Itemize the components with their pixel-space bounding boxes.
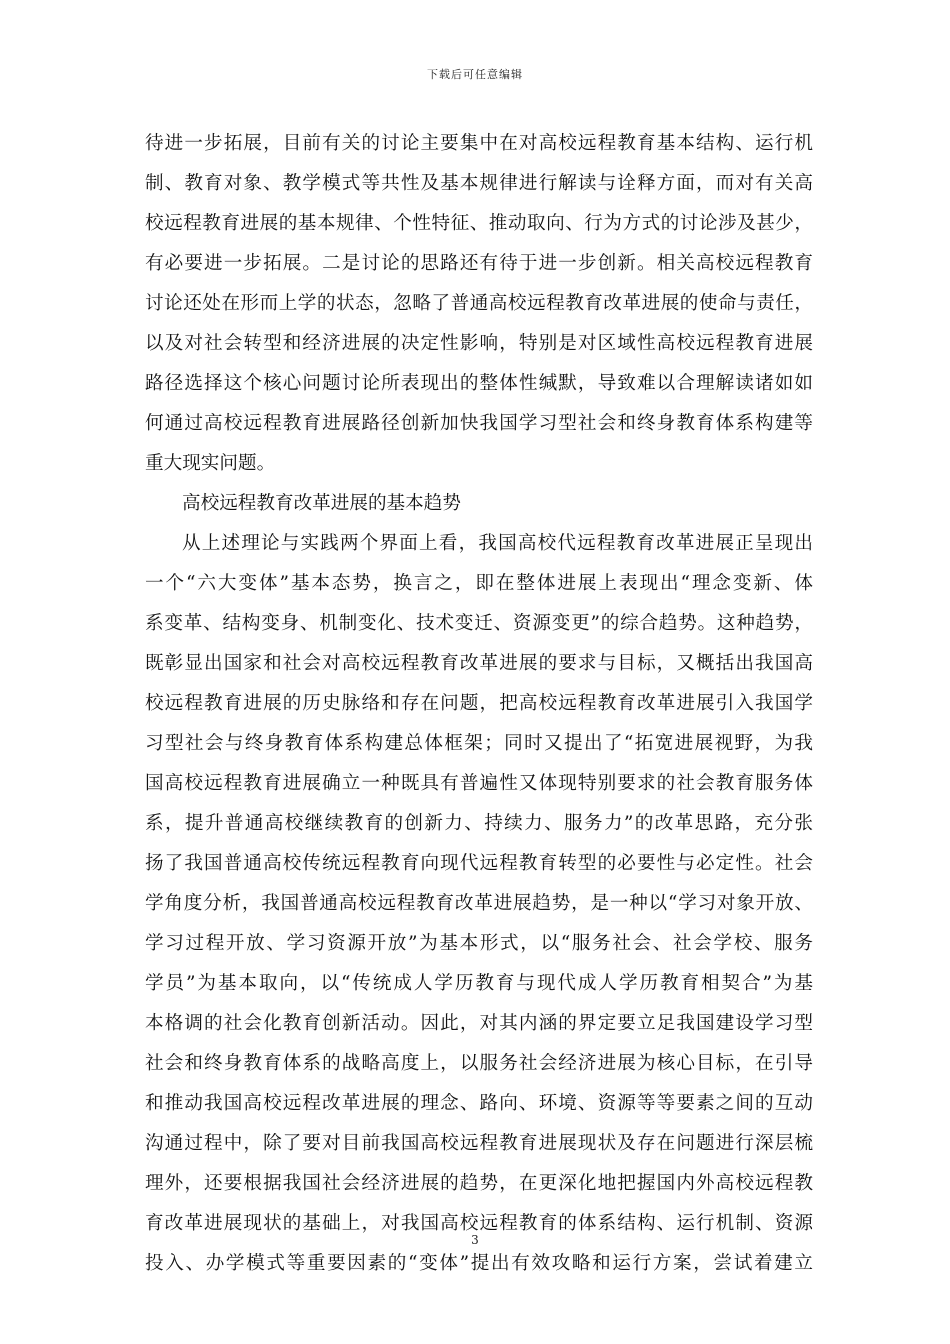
text-line: 学习过程开放、学习资源开放”为基本形式，以“服务社会、社会学校、服务 [145,933,813,954]
text-line: 学员”为基本取向，以“传统成人学历教育与现代成人学历教育相契合”为基 [145,973,813,994]
document-body [145,124,813,1284]
text-line: 制、教育对象、教学模式等共性及基本规律进行解读与诠释方面，而对有关高 [145,173,813,194]
text-line: 讨论还处在形而上学的状态，忽略了普通高校远程教育改革进展的使命与责任， [145,293,813,314]
text-line: 学角度分析，我国普通高校远程教育改革进展趋势，是一种以“学习对象开放、 [145,893,813,914]
text-line: 既彰显出国家和社会对高校远程教育改革进展的要求与目标，又概括出我国高 [145,653,813,674]
text-line: 校远程教育进展的历史脉络和存在问题，把高校远程教育改革进展引入我国学 [145,693,813,714]
text-line: 以及对社会转型和经济进展的决定性影响，特别是对区域性高校远程教育进展 [145,333,813,354]
text-line: 本格调的社会化教育创新活动。因此，对其内涵的界定要立足我国建设学习型 [145,1013,813,1034]
text-line: 沟通过程中，除了要对目前我国高校远程教育进展现状及存在问题进行深层梳 [145,1133,813,1154]
text-line: 路径选择这个核心问题讨论所表现出的整体性缄默，导致难以合理解读诸如如 [145,373,813,394]
text-line: 待进一步拓展，目前有关的讨论主要集中在对高校远程教育基本结构、运行机 [145,133,813,154]
page-number: 3 [471,1233,479,1247]
text-line: 系，提升普通高校继续教育的创新力、持续力、服务力”的改革思路，充分张 [145,813,813,834]
text-line: 从上述理论与实践两个界面上看，我国高校代远程教育改革进展正呈现出 [182,533,813,554]
text-line: 投入、办学模式等重要因素的“变体”提出有效攻略和运行方案，尝试着建立 [145,1253,813,1274]
text-line: 何通过高校远程教育进展路径创新加快我国学习型社会和终身教育体系构建等 [145,413,813,434]
text-line: 一个“六大变体”基本态势，换言之，即在整体进展上表现出“理念变新、体 [145,573,813,594]
text-line: 和推动我国高校远程改革进展的理念、路向、环境、资源等等要素之间的互动 [145,1093,813,1114]
text-line: 理外，还要根据我国社会经济进展的趋势，在更深化地把握国内外高校远程教 [145,1173,813,1194]
text-line: 育改革进展现状的基础上，对我国高校远程教育的体系结构、运行机制、资源 [145,1213,813,1234]
section-heading: 高校远程教育改革进展的基本趋势 [182,493,461,514]
text-line: 习型社会与终身教育体系构建总体框架；同时又提出了“拓宽进展视野，为我 [145,733,813,754]
text-line: 扬了我国普通高校传统远程教育向现代远程教育转型的必要性与必定性。社会 [145,853,813,874]
text-line: 国高校远程教育进展确立一种既具有普遍性又体现特别要求的社会教育服务体 [145,773,813,794]
text-line: 系变革、结构变身、机制变化、技术变迁、资源变更”的综合趋势。这种趋势， [145,613,813,634]
text-line: 有必要进一步拓展。二是讨论的思路还有待于进一步创新。相关高校远程教育 [145,253,813,274]
text-line: 校远程教育进展的基本规律、个性特征、推动取向、行为方式的讨论涉及甚少， [145,213,813,234]
page-header: 下载后可任意编辑 [427,68,523,81]
text-line: 社会和终身教育体系的战略高度上，以服务社会经济进展为核心目标，在引导 [145,1053,813,1074]
text-line: 重大现实问题。 [145,453,276,474]
